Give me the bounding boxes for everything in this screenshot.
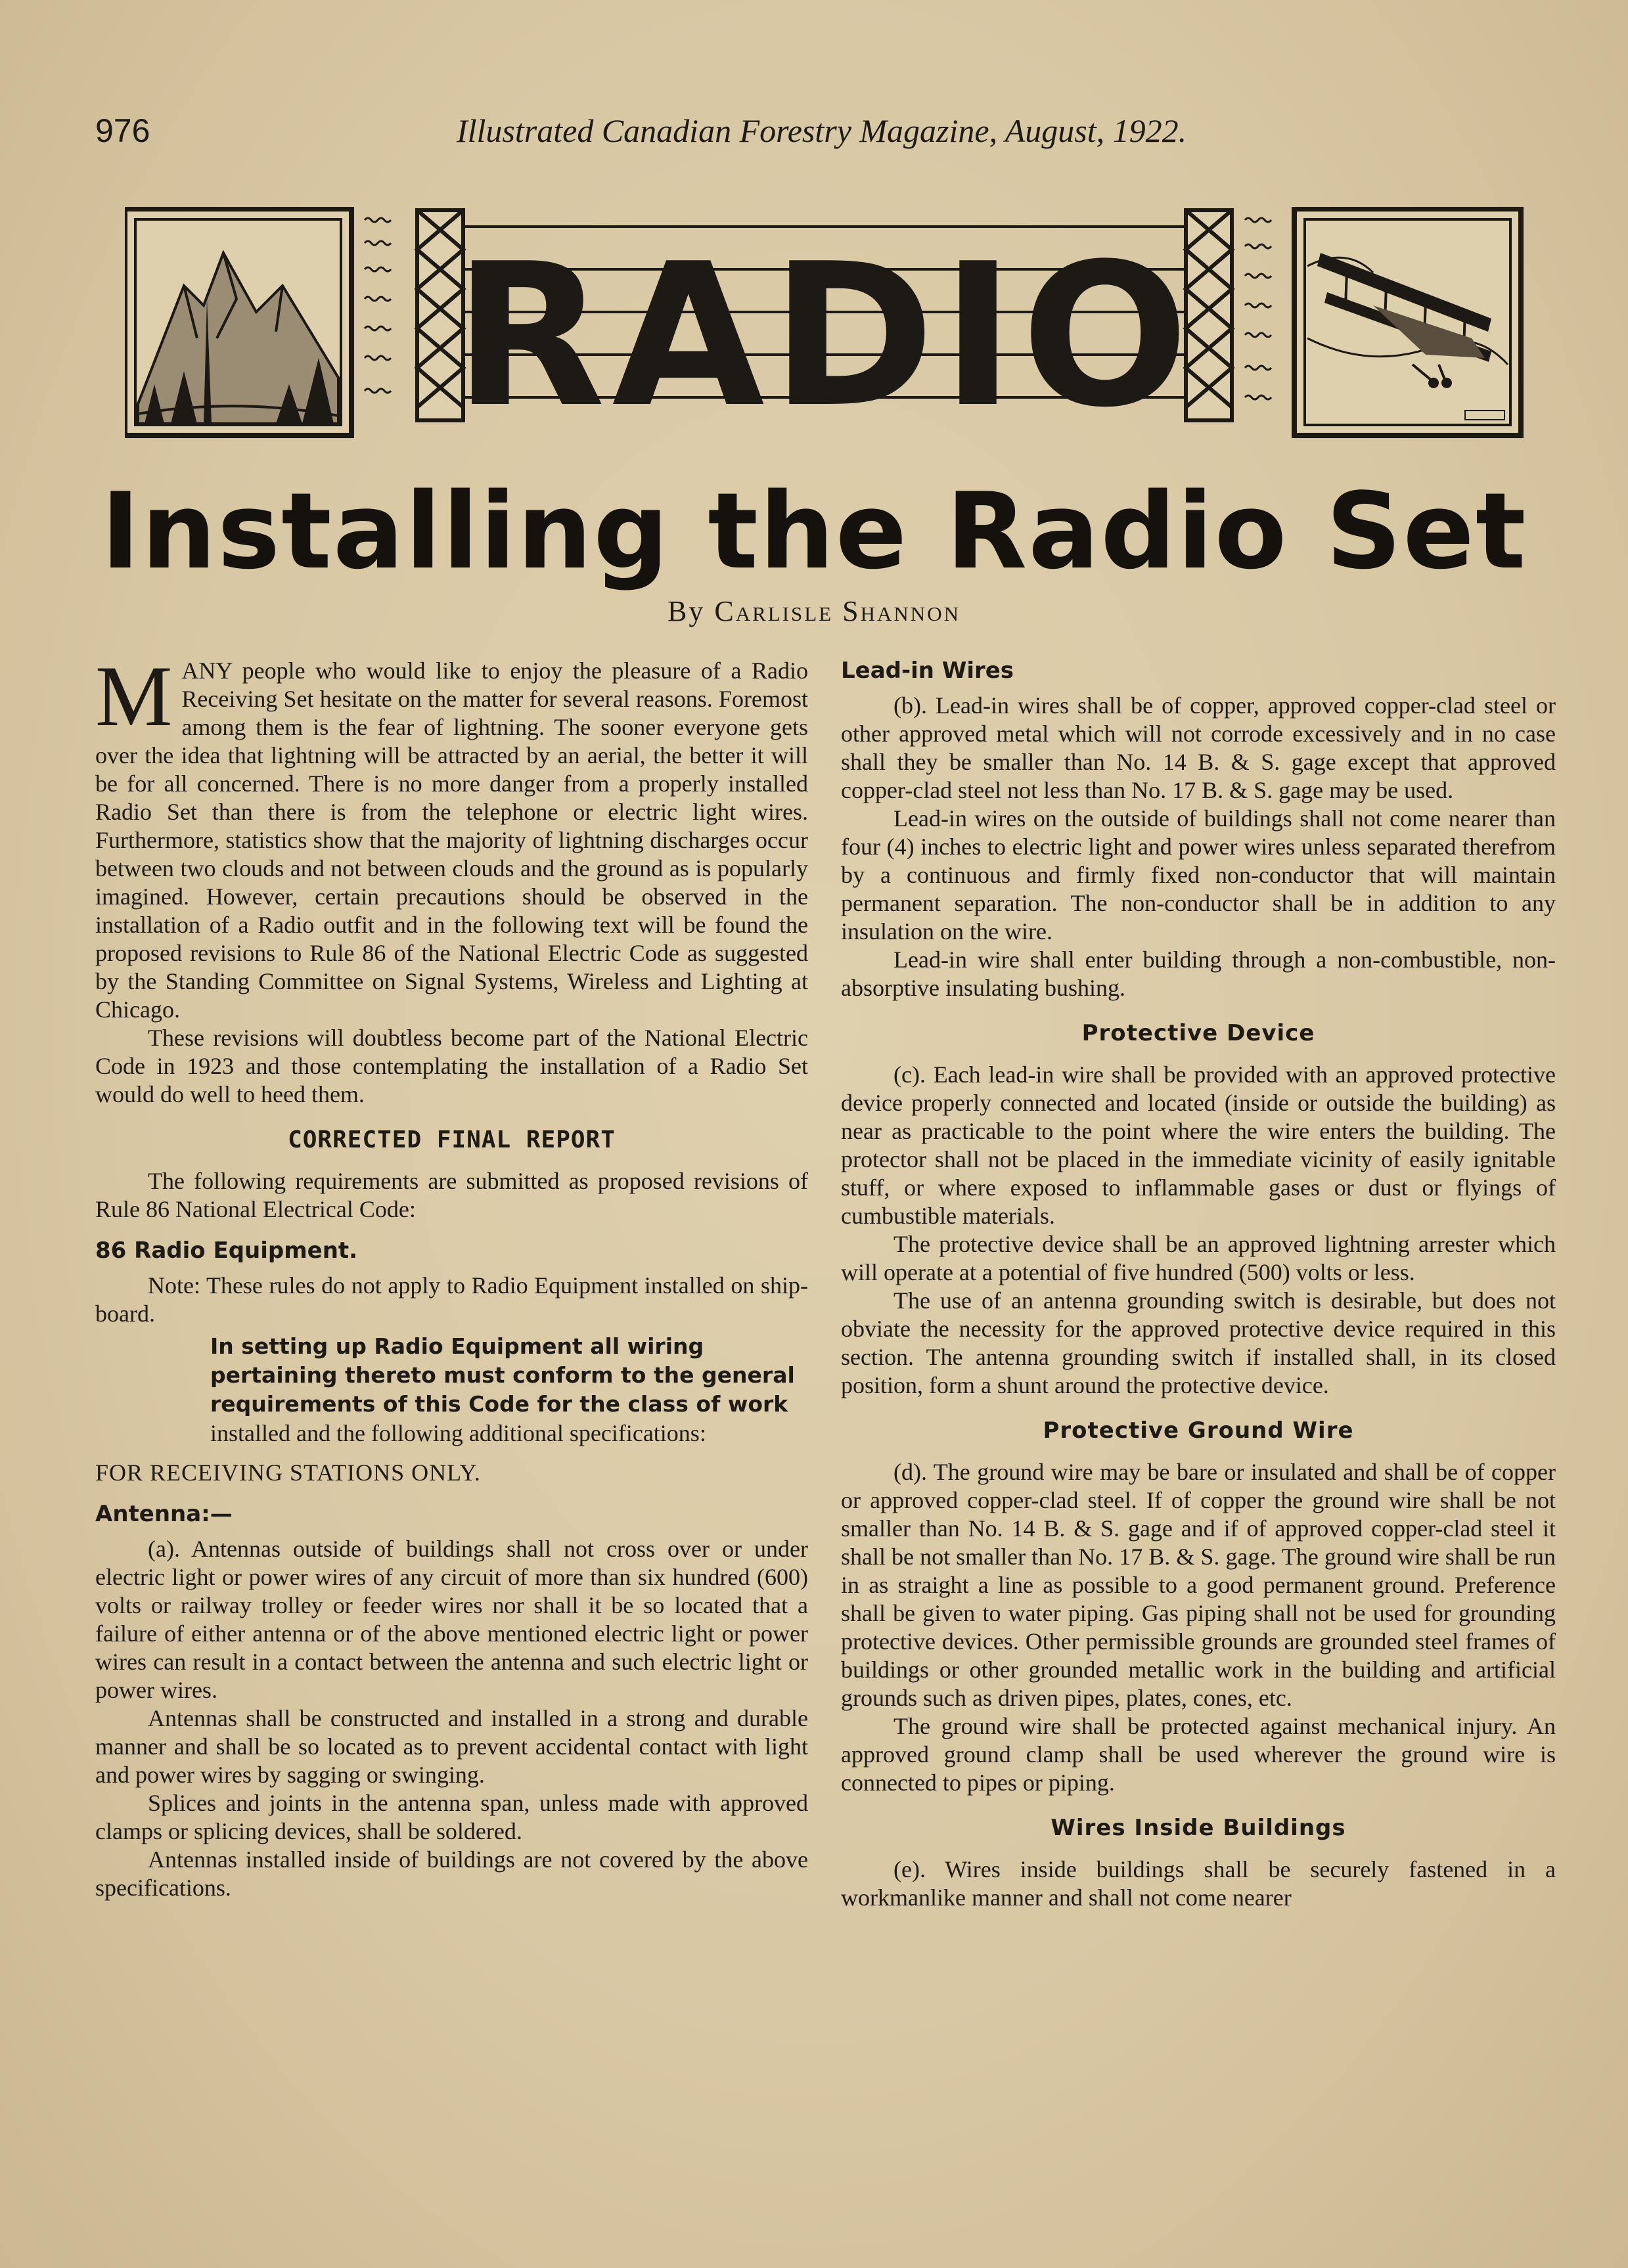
byline-prefix: By bbox=[667, 595, 706, 627]
wires-rule-e: (e). Wires inside buildings shall be securely fastened in a workmanlike manner and shall not come nearer bbox=[841, 1856, 1556, 1911]
protective-paragraph-3: The use of an antenna grounding switch is desirable, but does not obviate the necessity for the approved protective device required in this section. The antenna grounding switch if installed shall, in its closed position, form a shunt around the protective device. bbox=[841, 1287, 1556, 1398]
intro-paragraph bbox=[95, 648, 808, 1024]
drop-cap: M bbox=[95, 648, 173, 744]
left-column bbox=[95, 648, 808, 1902]
antenna-paragraph-3: Splices and joints in the antenna span, unless made with approved clamps or splicing devices, shall be soldered. bbox=[95, 1790, 808, 1844]
antenna-rule-a: (a). Antennas outside of buildings shall not cross over or under electric light or power wires of any circuit of more than six hundred (600) volts or railway trolley or feeder wires nor shall it be so located that a failure of either antenna or of the above mentioned electric light or power wires can result in a contact between the antenna and such electric light or power wires. bbox=[95, 1536, 808, 1703]
page-number: 976 bbox=[95, 112, 150, 149]
article-title: Installing the Radio Set bbox=[101, 470, 1527, 592]
radio-banner bbox=[125, 207, 1524, 443]
bold-requirement-text: In setting up Radio Equipment all wiring pertaining thereto must conform to the general requirements of this Code for the class of work bbox=[210, 1333, 795, 1417]
radio-banner-word: RADIO bbox=[453, 221, 1196, 443]
lead-in-heading: Lead-in Wires bbox=[841, 657, 1014, 684]
note-paragraph: Note: These rules do not apply to Radio Equipment installed on ship-board. bbox=[95, 1272, 808, 1327]
magazine-title-line: Illustrated Canadian Forestry Magazine, August, 1922. bbox=[457, 112, 1187, 149]
protective-paragraph-2: The protective device shall be an approved lightning arrester which will operate at a potential of five hundred (500) volts or less. bbox=[841, 1231, 1556, 1285]
antenna-heading: Antenna:— bbox=[95, 1501, 233, 1527]
rule-heading: 86 Radio Equipment. bbox=[95, 1237, 358, 1264]
lead-in-rule-b: (b). Lead-in wires shall be of copper, approved copper-clad steel or other approved metal which will not corrode excessively and in no case shall they be smaller than No. 14 B. & S. gage except that approved copper-clad steel not less than No. 17 B. & S. gage may be used. bbox=[841, 692, 1556, 803]
antenna-paragraph-2: Antennas shall be constructed and installed in a strong and durable manner and shall be so located as to prevent accidental contact with light and power wires by sagging or swinging. bbox=[95, 1705, 808, 1788]
radio-banner-illustration bbox=[125, 207, 1524, 443]
receiving-stations-line: FOR RECEIVING STATIONS ONLY. bbox=[95, 1459, 481, 1486]
running-head bbox=[95, 112, 1534, 164]
protective-device-heading: Protective Device bbox=[1081, 1020, 1315, 1046]
byline bbox=[0, 594, 1628, 628]
ground-rule-d: (d). The ground wire may be bare or insulated and shall be of copper or approved copper-clad steel. If of copper the ground wire shall be not smaller than No. 14 B. & S. gage and if of approved copper-clad steel it shall be not smaller than No. 17 B. & S. gage. The ground wire shall be run in as straight a line as possible to a good permanent ground. Preference shall be given to water piping. Gas piping shall not be used for grounding protective devices. Other permissible grounds are grounded steel frames of buildings or other grounded metallic work in the building and artificial grounds such as driven pipes, plates, cones, etc. bbox=[841, 1459, 1556, 1711]
requirement-tail-text: installed and the following additional specifications: bbox=[210, 1420, 706, 1446]
antenna-paragraph-4: Antennas installed inside of buildings are not covered by the above specifications. bbox=[95, 1846, 808, 1901]
lead-in-paragraph-3: Lead-in wire shall enter building through a non-combustible, non-absorptive insulating bushing. bbox=[841, 946, 1556, 1001]
report-heading: CORRECTED FINAL REPORT bbox=[288, 1126, 616, 1153]
intro-paragraph-text: ANY people who would like to enjoy the pleasure of a Radio Receiving Set hesitate on the matter for several reasons. Foremost among them is the fear of lightning. The sooner everyone gets over the idea that lightning will be attracted by an aerial, the better it will be for all concerned. There is no more danger from a properly installed Radio Set than there is from the telephone or electric light wires. Furthermore, statistics show that the majority of lightning discharges occur between two clouds and not between clouds and the ground as is popularly imagined. However, certain precautions should be observed in the installation of a Radio outfit and in the following text will be found the proposed revisions to Rule 86 of the National Electric Code as suggested by the Standing Committee on Signal Systems, Wireless and Lighting at Chicago. bbox=[95, 657, 808, 1023]
right-spark-marks bbox=[1245, 218, 1271, 399]
protective-rule-c: (c). Each lead-in wire shall be provided with an approved protective device properly connected and located (inside or outside the building) as near as practicable to the point where the wire enters the building. The protector shall not be placed in the immediate vicinity of easily ignitable stuff, or where exposed to inflammable gases or dust or flyings of cumbustible materials. bbox=[841, 1061, 1556, 1229]
biplane-illustration bbox=[1294, 209, 1521, 435]
general-requirements-block bbox=[210, 1332, 808, 1448]
lead-in-paragraph-2: Lead-in wires on the outside of buildings shall not come nearer than four (4) inches to electric light and power wires unless separated therefrom by a continuous and firmly fixed non-conductor that will maintain permanent separation. The non-conductor shall be in addition to any insulation on the wire. bbox=[841, 805, 1556, 945]
author-name: Carlisle Shannon bbox=[714, 595, 961, 627]
report-paragraph: The following requirements are submitted as proposed revisions of Rule 86 National Electrical Code: bbox=[95, 1168, 808, 1222]
mountain-forest-illustration bbox=[125, 209, 351, 435]
ground-paragraph-2: The ground wire shall be protected against mechanical injury. An approved ground clamp shall be used wherever the ground wire is connected to pipes or piping. bbox=[841, 1713, 1556, 1796]
left-spark-marks bbox=[365, 218, 391, 393]
right-column bbox=[841, 657, 1556, 1912]
intro-paragraph-2: These revisions will doubtless become part of the National Electric Code in 1923 and those contemplating the installation of a Radio Set would do well to heed them. bbox=[95, 1025, 808, 1107]
wires-inside-heading: Wires Inside Buildings bbox=[1051, 1815, 1346, 1841]
ground-wire-heading: Protective Ground Wire bbox=[1043, 1417, 1354, 1444]
